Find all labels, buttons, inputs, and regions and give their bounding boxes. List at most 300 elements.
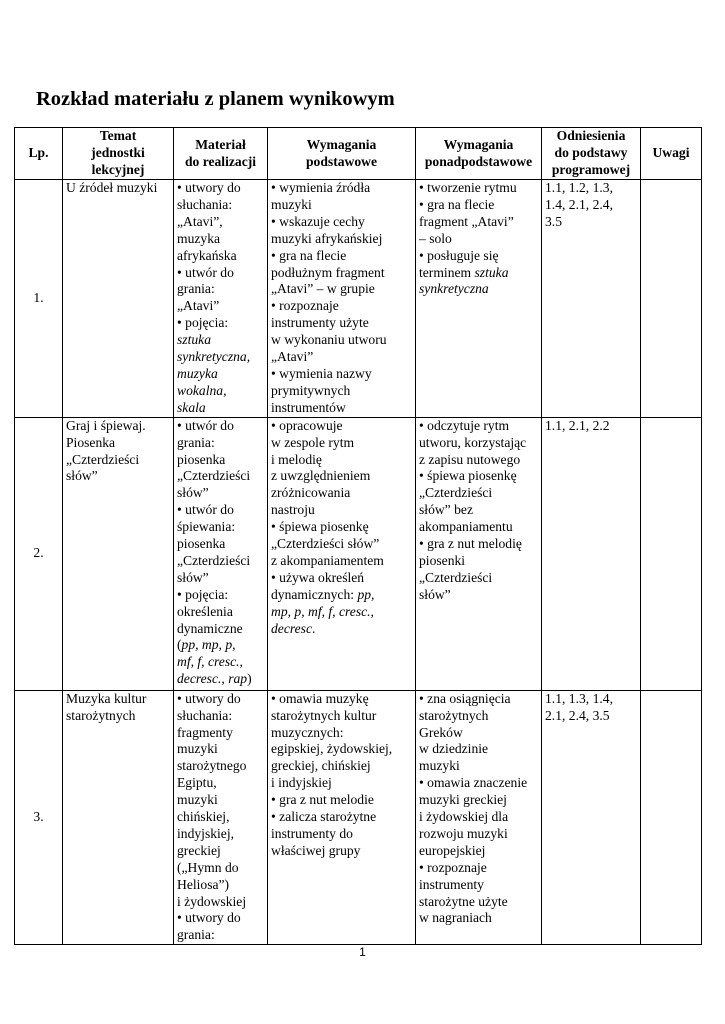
cell-line [271,418,415,435]
text-segment: indyjskiej, [177,825,235,841]
text-segment: greckiej, chińskiej [271,758,371,774]
text-segment: starożytnych kultur [271,707,377,723]
text-segment: • rozpoznaje [271,298,339,314]
text-segment: słów” [419,586,451,602]
text-segment: „Czterdzieści [66,451,140,467]
italic-term: wokalna, [177,382,227,398]
text-segment: starożytnych [66,707,136,723]
text-segment: instrumenty [419,876,484,892]
cell-line [419,231,541,248]
text-segment: terminem [419,264,475,280]
cell-line [177,860,267,877]
cell-line [271,485,415,502]
cell-line [177,214,267,231]
cell-line [419,775,541,792]
cell-line [177,180,267,197]
cell-line [419,860,541,877]
wymagania-podstawowe-cell [268,690,416,945]
cell-line [545,180,640,197]
text-segment: muzyki greckiej [419,792,507,808]
cell-line [271,843,415,860]
cell-line [66,691,173,708]
cell-line [177,637,267,654]
text-segment: • utwory do [177,180,241,195]
cell-line [177,553,267,570]
text-segment: • śpiewa piosenkę [419,468,517,484]
text-segment: „Czterdzieści słów” [271,536,380,552]
header-line: Odniesienia [556,128,626,144]
cell-line [271,708,415,725]
temat-cell [63,417,174,690]
cell-line [419,587,541,604]
text-segment: starożytne użyte [419,893,508,909]
text-segment: Muzyka kultur [66,690,147,706]
cell-line [177,468,267,485]
cell-line [419,248,541,265]
italic-term: pp, mp, p, [181,637,236,653]
text-segment: piosenka [177,451,226,467]
header-line: jednostki [91,145,145,161]
cell-line [177,502,267,519]
cell-line [271,281,415,298]
text-segment: • utwór do [177,264,234,280]
header-line: do realizacji [184,153,257,169]
cell-line [177,332,267,349]
material-cell [174,417,268,690]
text-segment: 1.1, 1.2, 1.3, [545,180,613,195]
header-line: do podstawy [554,145,628,161]
material-cell [174,690,268,945]
cell-line [419,180,541,197]
text-segment: • zna osiągnięcia [419,690,511,706]
cell-line [177,349,267,366]
text-segment: chińskiej, [177,809,230,825]
text-segment: • gra z nut melodię [419,536,522,552]
text-segment: starożytnego [177,758,247,774]
cell-line [271,214,415,231]
text-segment: muzycznych: [271,724,344,740]
cell-line [177,654,267,671]
text-segment: • gra na flecie [271,247,347,263]
text-segment: • gra na flecie [419,196,495,212]
text-segment: śpiewania: [177,519,236,535]
italic-term: mf, f, cresc., [177,654,243,670]
cell-line [545,197,640,214]
cell-line [66,452,173,469]
cell-line [177,725,267,742]
cell-line [419,792,541,809]
text-segment: i indyjskiej [271,775,332,791]
header-line: podstawowe [306,153,377,169]
text-segment: „Czterdzieści [419,485,493,501]
cell-line [271,604,415,621]
text-segment: słów” bez [419,502,473,518]
wymagania-ponadpodstawowe-cell [416,180,542,418]
cell-line [271,248,415,265]
odniesienia-cell [542,180,641,418]
lp-cell: 1. [15,180,63,418]
text-segment: akompaniamentu [419,519,513,535]
text-segment: • omawia muzykę [271,690,369,706]
text-segment: w nagraniach [419,910,492,926]
cell-line [177,231,267,248]
cell-line [177,383,267,400]
text-segment: muzyki afrykańskiej [271,230,383,246]
text-segment: muzyka [177,230,221,246]
text-segment: i melodię [271,451,322,467]
cell-line [177,587,267,604]
text-segment: muzyki [177,792,218,808]
text-segment: słów” [177,569,209,585]
text-segment: muzyki [419,758,460,774]
cell-line [271,468,415,485]
text-segment: Egiptu, [177,775,217,791]
temat-cell [63,180,174,418]
header-col-wymagania-podstawowe [268,128,416,180]
cell-line [271,383,415,400]
header-line: Wymagania [306,136,377,152]
cell-line [177,298,267,315]
text-segment: greckiej [177,842,221,858]
text-segment: w wykonaniu utworu [271,332,387,348]
text-segment: • utwór do [177,417,234,433]
text-segment: fragmenty [177,724,233,740]
text-segment: piosenki [419,552,466,568]
text-segment: instrumentów [271,399,346,415]
text-segment: • pojęcia: [177,586,229,602]
text-segment: nastroju [271,502,315,518]
cell-line [177,400,267,417]
wymagania-ponadpodstawowe-cell [416,690,542,945]
cell-line [177,485,267,502]
text-segment: ( [177,637,182,653]
text-segment: U źródeł muzyki [66,180,158,195]
cell-line [177,843,267,860]
cell-line [177,281,267,298]
text-segment: piosenka [177,536,226,552]
text-segment: – solo [419,230,452,246]
italic-term: sztuka [177,332,211,348]
table-body [15,180,702,945]
text-segment: ) [247,671,252,687]
cell-line [177,265,267,282]
cell-line [177,570,267,587]
header-col-material [174,128,268,180]
cell-line [419,281,541,298]
table-row [15,690,702,945]
cell-line [271,553,415,570]
text-segment: • posługuje się [419,247,499,263]
cell-line [271,502,415,519]
cell-line [177,197,267,214]
text-segment: i żydowskiej [177,893,247,909]
page-number: 1 [359,945,366,959]
italic-term: decresc [271,620,313,636]
cell-line [66,468,173,485]
text-segment: 1.1, 1.3, 1.4, [545,690,613,706]
cell-line [419,910,541,927]
text-segment: 2.1, 2.4, 3.5 [545,707,610,723]
cell-line [66,435,173,452]
italic-term: sztuka [474,264,509,280]
cell-line [419,418,541,435]
cell-line [419,894,541,911]
italic-term: muzyka [177,365,218,381]
cell-line [177,248,267,265]
cell-line [545,691,640,708]
text-segment: • omawia znaczenie [419,775,528,791]
text-segment: „Atavi”, [177,213,223,229]
header-col-lp [15,128,63,180]
text-segment: • tworzenie rytmu [419,180,517,195]
cell-line [271,180,415,197]
cell-line [419,468,541,485]
cell-line [177,435,267,452]
table-header-row [15,128,702,180]
cell-line [271,536,415,553]
cell-line [271,691,415,708]
text-segment: Heliosa”) [177,876,230,892]
odniesienia-cell [542,417,641,690]
cell-line [419,502,541,519]
text-segment: • wymienia źródła [271,180,371,195]
text-segment: • utwory do [177,910,241,926]
cell-line [419,265,541,282]
cell-line [271,315,415,332]
text-segment: „Atavi” [177,298,220,314]
cell-line [271,332,415,349]
cell-line [271,349,415,366]
cell-line [271,197,415,214]
cell-line [419,826,541,843]
text-segment: w dziedzinie [419,741,489,757]
cell-line [271,775,415,792]
cell-line [177,877,267,894]
cell-line [177,708,267,725]
text-segment: instrumenty do [271,825,353,841]
text-segment: „Czterdzieści [419,569,493,585]
cell-line [419,536,541,553]
text-segment: podłużnym fragment [271,264,385,280]
cell-line [177,691,267,708]
cell-line [419,725,541,742]
text-segment: słów” [177,485,209,501]
text-segment: Graj i śpiewaj. [66,417,146,433]
text-segment: i żydowskiej dla [419,809,509,825]
document-title: Rozkład materiału z planem wynikowym [36,88,395,110]
text-segment: • utwory do [177,690,241,706]
text-segment: właściwej grupy [271,842,361,858]
italic-term: synkretyczna [419,281,489,297]
cell-line [177,741,267,758]
cell-line [177,792,267,809]
italic-term: skala [177,399,206,415]
header-line: ponadpodstawowe [424,153,533,169]
wymagania-ponadpodstawowe-cell [416,417,542,690]
text-segment: określenia [177,603,233,619]
cell-line [177,418,267,435]
cell-line [271,400,415,417]
text-segment: z uwzględnieniem [271,468,371,484]
text-segment: „Czterdzieści [177,552,251,568]
text-segment: europejskiej [419,842,486,858]
cell-line [271,298,415,315]
text-segment: 1.1, 2.1, 2.2 [545,417,610,433]
cell-line [177,809,267,826]
cell-line [419,758,541,775]
text-segment: muzyki [177,741,218,757]
cell-line [177,315,267,332]
text-segment: • utwór do [177,502,234,518]
cell-line [271,621,415,638]
italic-term: decresc., rap [177,671,248,687]
uwagi-cell [641,417,702,690]
header-line: Materiał [195,136,246,152]
cell-line [419,741,541,758]
header-line: lekcyjnej [91,161,145,177]
cell-line [177,671,267,688]
text-segment: „Atavi” [271,349,314,365]
cell-line [271,231,415,248]
odniesienia-cell [542,690,641,945]
text-segment: • zalicza starożytne [271,809,377,825]
text-segment: z zapisu nutowego [419,451,521,467]
lp-cell: 2. [15,417,63,690]
cell-line [271,792,415,809]
material-cell [174,180,268,418]
text-segment: Greków [419,724,463,740]
header-line: programowej [551,161,631,177]
cell-line [271,265,415,282]
text-segment: • wymienia nazwy [271,365,372,381]
cell-line [419,708,541,725]
uwagi-cell [641,180,702,418]
cell-line [545,214,640,231]
text-segment: słuchania: [177,196,233,212]
cell-line [177,621,267,638]
table-row [15,180,702,418]
cell-line [419,435,541,452]
table-row [15,417,702,690]
cell-line [271,452,415,469]
cell-line [271,519,415,536]
cell-line [271,435,415,452]
text-segment: • wskazuje cechy [271,213,365,229]
header-col-odniesienia [542,128,641,180]
cell-line [419,214,541,231]
text-segment: „Atavi” – w grupie [271,281,375,297]
header-line: Uwagi [652,145,690,161]
italic-term: synkretyczna, [177,349,251,365]
text-segment: egipskiej, żydowskiej, [271,741,393,757]
text-segment: zróżnicowania [271,485,351,501]
header-col-temat [63,128,174,180]
text-segment: muzyki [271,196,312,212]
cell-line [419,877,541,894]
cell-line [66,418,173,435]
italic-term: pp, [357,586,375,602]
cell-line [419,197,541,214]
text-segment: instrumenty użyte [271,315,369,331]
cell-line [271,366,415,383]
cell-line [419,570,541,587]
cell-line [419,519,541,536]
text-segment: „Czterdzieści [177,468,251,484]
cell-line [545,418,640,435]
lp-cell: 3. [15,690,63,945]
text-segment: („Hymn do [177,859,239,875]
cell-line [177,452,267,469]
cell-line [271,587,415,604]
text-segment: • gra z nut melodie [271,792,374,808]
cell-line [419,485,541,502]
cell-line [177,604,267,621]
header-line: Wymagania [443,136,514,152]
header-line: Temat [99,128,137,144]
text-segment: grania: [177,281,215,297]
cell-line [271,809,415,826]
header-line: Lp. [28,145,49,161]
lesson-plan-table [14,127,702,945]
text-segment: Piosenka [66,434,116,450]
temat-cell [63,690,174,945]
header-col-uwagi [641,128,702,180]
cell-line [177,758,267,775]
cell-line [271,725,415,742]
cell-line [419,553,541,570]
cell-line [419,452,541,469]
italic-term: mp, p, mf, f, cresc., [271,603,374,619]
text-segment: prymitywnych [271,382,351,398]
wymagania-podstawowe-cell [268,180,416,418]
text-segment: starożytnych [419,707,489,723]
text-segment: grania: [177,434,215,450]
cell-line [66,180,173,197]
text-segment: w zespole rytm [271,434,355,450]
cell-line [271,741,415,758]
text-segment: • śpiewa piosenkę [271,519,369,535]
text-segment: • odczytuje rytm [419,417,510,433]
text-segment: 1.4, 2.1, 2.4, [545,196,613,212]
cell-line [419,691,541,708]
header-col-wymagania-ponadpodstawowe [416,128,542,180]
text-segment: słuchania: [177,707,233,723]
text-segment: • używa określeń [271,569,365,585]
text-segment: fragment „Atavi” [419,213,514,229]
cell-line [177,366,267,383]
text-segment: rozwoju muzyki [419,825,508,841]
cell-line [271,758,415,775]
cell-line [177,894,267,911]
text-segment: • pojęcia: [177,315,229,331]
cell-line [177,775,267,792]
cell-line [177,536,267,553]
cell-line [177,826,267,843]
cell-line [419,843,541,860]
text-segment: afrykańska [177,247,237,263]
wymagania-podstawowe-cell [268,417,416,690]
cell-line [177,519,267,536]
cell-line [66,708,173,725]
text-segment: dynamiczne [177,620,243,636]
cell-line [177,910,267,927]
text-segment: . [312,620,316,636]
text-segment: dynamicznych: [271,586,358,602]
cell-line [545,708,640,725]
cell-line [271,826,415,843]
text-segment: z akompaniamentem [271,552,384,568]
cell-line [419,809,541,826]
